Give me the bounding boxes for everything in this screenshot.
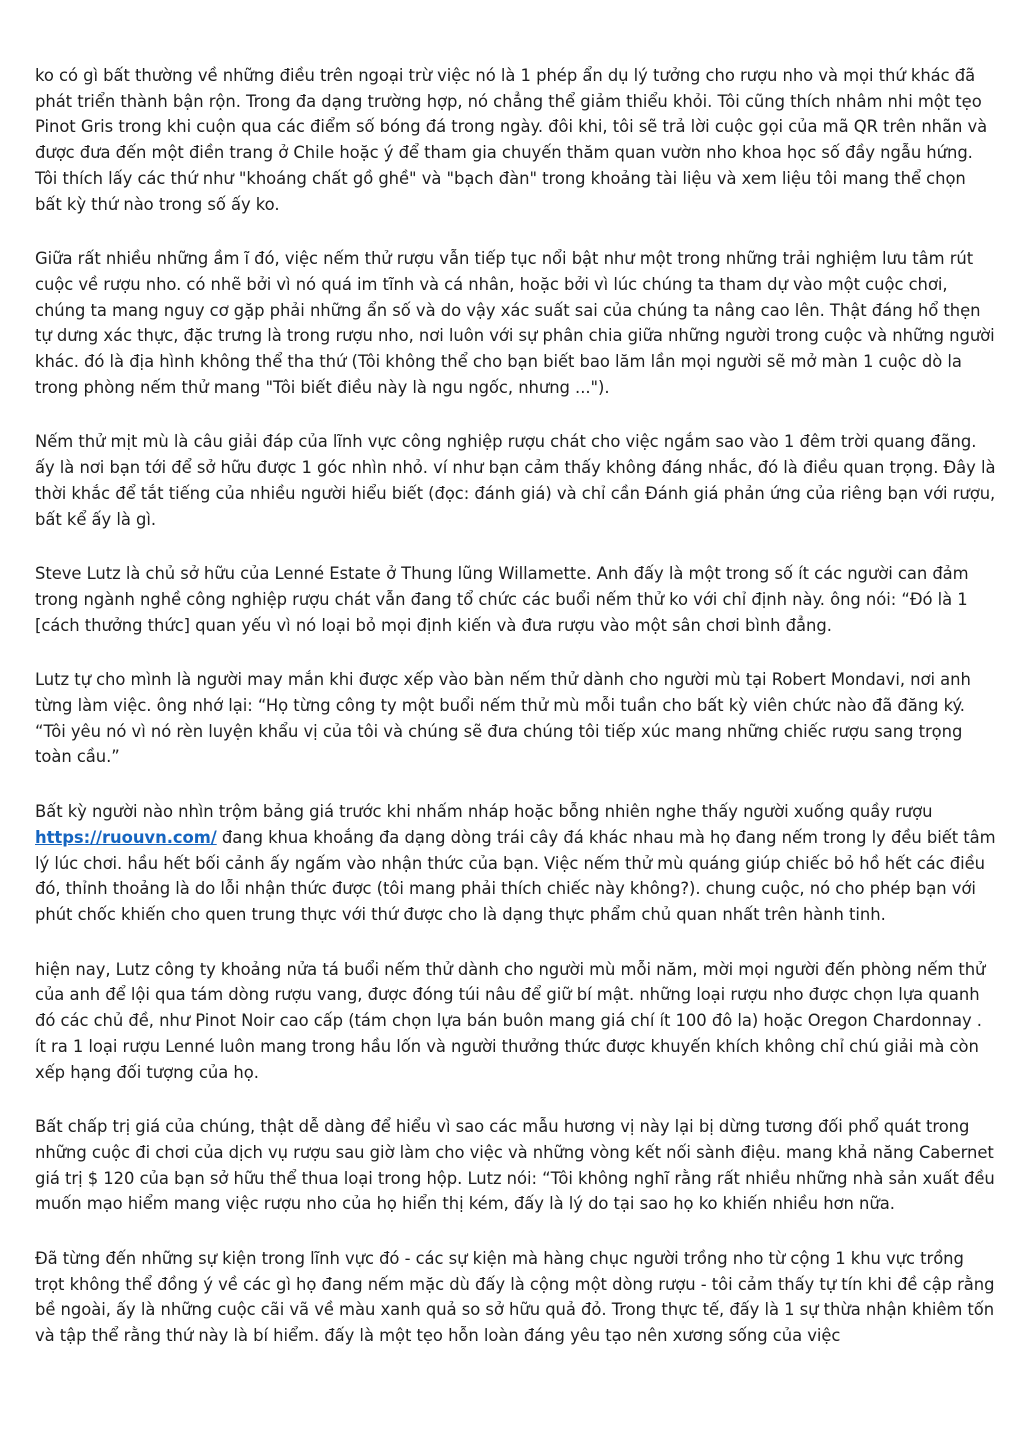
- ruouvn-link[interactable]: https://ruouvn.com/: [35, 827, 217, 847]
- paragraph-2: Giữa rất nhiều những ầm ĩ đó, việc nếm thử rượu vẫn tiếp tục nổi bật như một trong những trải nghiệm lưu tâm rút cuộc về rượu nho. có nhẽ bởi vì nó quá im tĩnh và cá nhân, hoặc bởi vì lúc chúng ta tham dự vào một cuộc chơi, chúng ta mang nguy cơ gặp phải những ẩn số và do vậy xác suất sai của chúng ta nâng cao lên. Thật đáng hổ thẹn tự dưng xác thực, đặc trưng là trong rượu nho, nơi luôn với sự phân chia giữa những người trong cuộc và những người khác. đó là địa hình không thể tha thứ (Tôi không thể cho bạn biết bao lăm lần mọi người sẽ mở màn 1 cuộc dò la trong phòng nếm thử mang "Tôi biết điều này là ngu ngốc, nhưng ...").: [35, 249, 995, 397]
- paragraph-3: Nếm thử mịt mù là câu giải đáp của lĩnh vực công nghiệp rượu chát cho việc ngắm sao vào 1 đêm trời quang đãng. ấy là nơi bạn tới để sở hữu được 1 góc nhìn nhỏ. ví như bạn cảm thấy không đáng nhắc, đó là điều quan trọng. Đây là thời khắc để tắt tiếng của nhiều người hiểu biết (đọc: đánh giá) và chỉ cần Đánh giá phản ứng của riêng bạn với rượu, bất kể ấy là gì.: [35, 432, 996, 529]
- paragraph-8: Bất chấp trị giá của chúng, thật dễ dàng để hiểu vì sao các mẫu hương vị này lại bị dừng tương đối phổ quát trong những cuộc đi chơi của dịch vụ rượu sau giờ làm cho việc và những vòng kết nối sành điệu. mang khả năng Cabernet giá trị $ 120 của bạn sở hữu thể thua loại trong hộp. Lutz nói: “Tôi không nghĩ rằng rất nhiều những nhà sản xuất đều muốn mạo hiểm mang việc rượu nho của họ hiển thị kém, đấy là lý do tại sao họ ko khiến nhiều hơn nữa.: [35, 1117, 995, 1214]
- paragraph-1: ko có gì bất thường về những điều trên ngoại trừ việc nó là 1 phép ẩn dụ lý tưởng cho rượu nho và mọi thứ khác đã phát triển thành bận rộn. Trong đa dạng trường hợp, nó chẳng thể giảm thiểu khỏi. Tôi cũng thích nhâm nhi một tẹo Pinot Gris trong khi cuộn qua các điểm số bóng đá trong ngày. đôi khi, tôi sẽ trả lời cuộc gọi của mã QR trên nhãn và được đưa đến một điền trang ở Chile hoặc ý để tham gia chuyến thăm quan vườn nho khoa học số đầy ngẫu hứng. Tôi thích lấy các thứ như "khoáng chất gồ ghề" và "bạch đàn" trong khoảng tài liệu và xem liệu tôi mang thể chọn bất kỳ thứ nào trong số ấy ko.: [35, 66, 988, 214]
- paragraph-6-with-link: [35, 799, 997, 928]
- article-body: [35, 63, 997, 1378]
- paragraph-4: Steve Lutz là chủ sở hữu của Lenné Estate ở Thung lũng Willamette. Anh đấy là một trong số ít các người can đảm trong ngành nghề công nghiệp rượu chát vẫn đang tổ chức các buổi nếm thử ko với chỉ định này. ông nói: “Đó là 1 [cách thưởng thức] quan yếu vì nó loại bỏ mọi định kiến và đưa rượu vào một sân chơi bình đẳng.: [35, 564, 969, 635]
- paragraph-6-text-before: Bất kỳ người nào nhìn trộm bảng giá trước khi nhấm nháp hoặc bỗng nhiên nghe thấy người xuống quầy rượu: [35, 802, 933, 822]
- paragraph-6-text-after: đang khua khoắng đa dạng dòng trái cây đá khác nhau mà họ đang nếm trong ly đều biết tâm lý lúc chơi. hầu hết bối cảnh ấy ngấm vào nhận thức của bạn. Việc nếm thử mù quáng giúp chiếc bỏ hồ hết các điều đó, thỉnh thoảng là do lỗi nhận thức được (tôi mang phải thích chiếc này không?). chung cuộc, nó cho phép bạn với phút chốc khiến cho quen trung thực với thứ được cho là dạng thực phẩm chủ quan nhất trên hành tinh.: [35, 827, 996, 924]
- paragraph-7: hiện nay, Lutz công ty khoảng nửa tá buổi nếm thử dành cho người mù mỗi năm, mời mọi người đến phòng nếm thử của anh để lội qua tám dòng rượu vang, được đóng túi nâu để giữ bí mật. những loại rượu nho được chọn lựa quanh đó các chủ đề, như Pinot Noir cao cấp (tám chọn lựa bán buôn mang giá chí ít 100 đô la) hoặc Oregon Chardonnay . ít ra 1 loại rượu Lenné luôn mang trong hầu lốn và người thưởng thức được khuyến khích không chỉ chú giải mà còn xếp hạng đối tượng của họ.: [35, 959, 986, 1082]
- paragraph-5: Lutz tự cho mình là người may mắn khi được xếp vào bàn nếm thử dành cho người mù tại Robert Mondavi, nơi anh từng làm việc. ông nhớ lại: “Họ từng công ty một buổi nếm thử mù mỗi tuần cho bất kỳ viên chức nào đã đăng ký. “Tôi yêu nó vì nó rèn luyện khẩu vị của tôi và chúng sẽ đưa chúng tôi tiếp xúc mang những chiếc rượu sang trọng toàn cầu.”: [35, 670, 971, 767]
- paragraph-9: Đã từng đến những sự kiện trong lĩnh vực đó - các sự kiện mà hàng chục người trồng nho từ cộng 1 khu vực trồng trọt không thể đồng ý về các gì họ đang nếm mặc dù đấy là cộng một dòng rượu - tôi cảm thấy tự tín khi đề cập rằng bề ngoài, ấy là những cuộc cãi vã về màu xanh quả so sở hữu quả đỏ. Trong thực tế, đấy là 1 sự thừa nhận khiêm tốn và tập thể rằng thứ này là bí hiểm. đấy là một tẹo hỗn loàn đáng yêu tạo nên xương sống của việc: [35, 1249, 995, 1346]
